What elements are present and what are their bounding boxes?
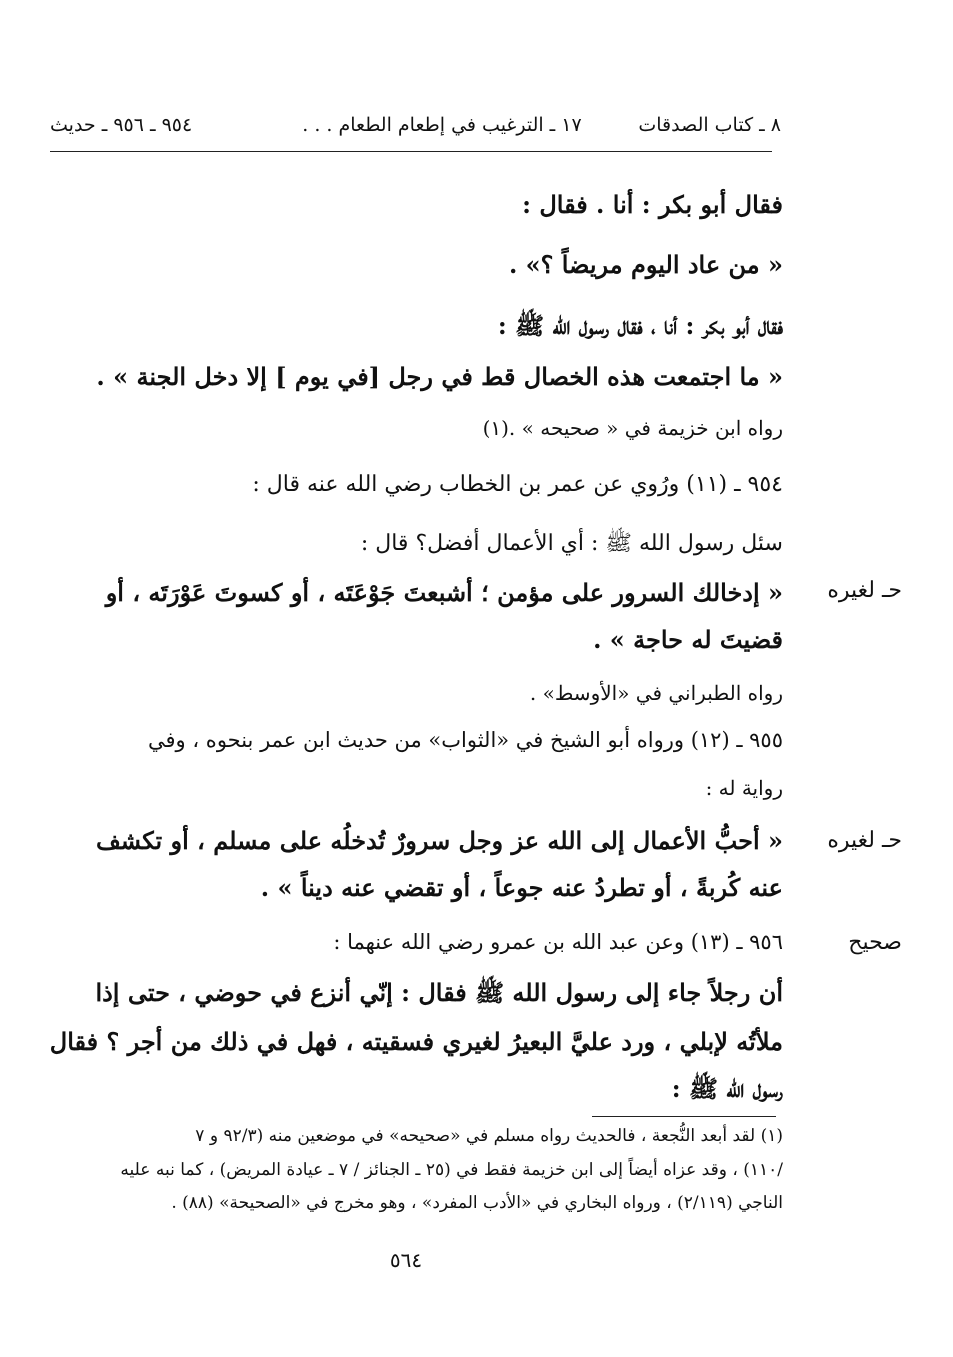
text-line: « ما اجتمعت هذه الخصال قط في رجل [في يوم ] إلا دخل الجنة » .	[96, 362, 783, 391]
hadith-956-text: رسول الله ﷺ :	[671, 1074, 783, 1103]
page-number: ٥٦٤	[389, 1248, 423, 1272]
text-line: سئل رسول الله ﷺ : أي الأعمال أفضل؟ قال :	[360, 531, 783, 556]
grade-label: صحيح	[848, 930, 902, 955]
hadith-955-text: عنه كُربةً ، أو تطردُ عنه جوعاً ، أو تقضي عنه ديناً » .	[260, 873, 783, 902]
header-divider	[50, 151, 772, 152]
header-hadith-range: ٩٥٤ ـ ٩٥٦ ـ حديث	[50, 114, 193, 136]
hadith-954-intro: ٩٥٤ ـ (١١) ورُوي عن عمر بن الخطاب رضي الله عنه قال :	[252, 472, 783, 497]
hadith-955-text: « أحبُّ الأعمال إلى الله عز وجل سرورٌ تُدخلُه على مسلم ، أو تكشف	[95, 826, 783, 855]
source-line: رواه ابن خزيمة في « صحيحه » .(١)	[482, 416, 783, 440]
text-line: رواية له :	[705, 776, 783, 800]
grade-label: حـ لغيره	[827, 578, 902, 603]
source-line: رواه الطبراني في «الأوسط» .	[529, 681, 783, 705]
hadith-956-text: ملأتُه لإبلي ، ورد عليَّ البعيرُ لغيري فسقيته ، فهل في ذلك من أجر ؟ فقال	[49, 1027, 783, 1056]
header-section: ١٧ ـ الترغيب في إطعام الطعام . . .	[302, 114, 582, 136]
hadith-956-intro: ٩٥٦ ـ (١٣) وعن عبد الله بن عمرو رضي الله عنهما :	[333, 930, 783, 954]
footnote-line: الناجي (٢/١١٩) ، ورواه البخاري في «الأدب المفرد» ، وهو مخرج في «الصحيحة» (٨٨) .	[171, 1193, 783, 1213]
hadith-954-text: قضيتَ له حاجة » .	[593, 625, 783, 654]
hadith-956-text: أن رجلاً جاء إلى رسول الله ﷺ فقال : إنّي أنزع في حوضي ، حتى إذا	[95, 978, 783, 1007]
text-line: فقال أبو بكر : أنا ، فقال رسول الله ﷺ :	[497, 311, 783, 340]
footnote-line: /١١٠) ، وقد عزاه أيضاً إلى ابن خزيمة فقط في (٢٥ ـ الجنائز / ٧ ـ عيادة المريض) ، كما نبه عليه	[120, 1160, 783, 1180]
grade-label: حـ لغيره	[827, 828, 902, 853]
text-line: « من عاد اليوم مريضاً ؟» .	[508, 250, 783, 279]
hadith-954-text: « إدخالك السرور على مؤمن ؛ أشبعتَ جَوْعَتَه ، أو كسوتَ عَوْرَتَه ، أو	[105, 578, 783, 607]
header-chapter: ٨ ـ كتاب الصدقات	[638, 114, 781, 136]
footnote-divider	[592, 1116, 776, 1117]
footnote-line: (١) لقد أبعد النُّجعة ، فالحديث رواه مسلم في «صحيحه» في موضعين منه (٩٢/٣ و ٧	[195, 1126, 783, 1146]
hadith-955-intro: ٩٥٥ ـ (١٢) ورواه أبو الشيخ في «الثواب» من حديث ابن عمر بنحوه ، وفي	[148, 728, 783, 752]
text-line: فقال أبو بكر : أنا . فقال :	[522, 190, 783, 219]
